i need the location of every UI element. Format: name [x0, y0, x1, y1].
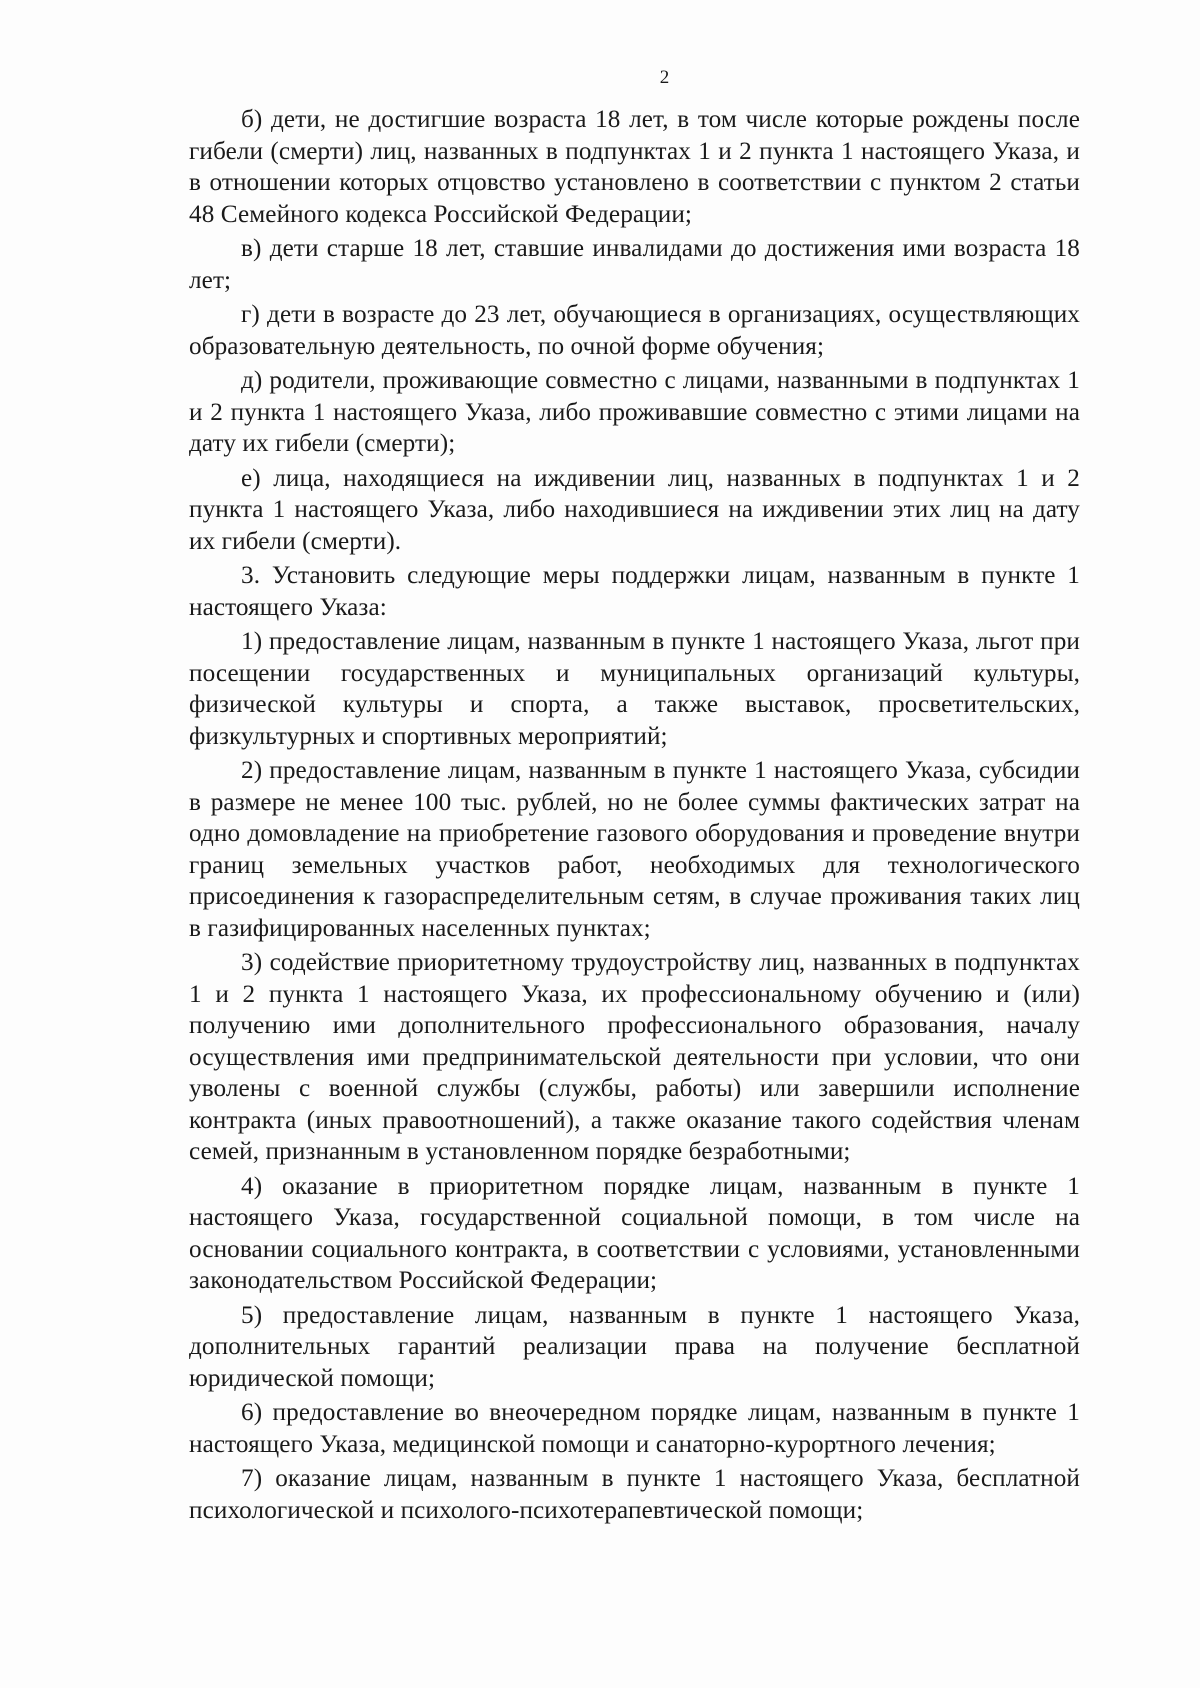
paragraph-3: 3. Установить следующие меры поддержки лицам, названным в пункте 1 настоящего Указа: [189, 562, 1080, 621]
paragraph-3-6: 6) предоставление во внеочередном порядке лицам, названным в пункте 1 настоящего Указа, медицинской помощи и санаторно-курортного лечения; [189, 1399, 1080, 1458]
paragraph-e: е) лица, находящиеся на иждивении лиц, названных в подпунктах 1 и 2 пункта 1 настоящего Указа, либо находившиеся на иждивении этих лиц на дату их гибели (смерти). [189, 464, 1080, 555]
paragraph-v: в) дети старше 18 лет, ставшие инвалидами до достижения ими возраста 18 лет; [189, 235, 1080, 294]
document-body [189, 104, 1080, 1526]
paragraph-b: б) дети, не достигшие возраста 18 лет, в том числе которые рождены после гибели (смерти) лиц, названных в подпунктах 1 и 2 пункта 1 настоящего Указа, и в отношении которых отцовство установлено в соответствии с пунктом 2 статьи 48 Семейного кодекса Российской Федерации; [189, 106, 1080, 228]
paragraph-3-3: 3) содействие приоритетному трудоустройству лиц, названных в подпунктах 1 и 2 пункта 1 настоящего Указа, их профессиональному обучению и (или) получению ими дополнительного профессионального образования, началу осуществления ими предпринимательской деятельности при условии, что они уволены с военной службы (службы, работы) или завершили исполнение контракта (иных правоотношений), а также оказание такого содействия членам семей, признанным в установленном порядке безработными; [189, 949, 1080, 1165]
page-number: 2 [659, 67, 670, 88]
paragraph-d: д) родители, проживающие совместно с лицами, названными в подпунктах 1 и 2 пункта 1 настоящего Указа, либо проживавшие совместно с этими лицами на дату их гибели (смерти); [189, 367, 1080, 457]
paragraph-3-7: 7) оказание лицам, названным в пункте 1 настоящего Указа, бесплатной психологической и психолого-психотерапевтической помощи; [189, 1465, 1080, 1524]
paragraph-g: г) дети в возрасте до 23 лет, обучающиеся в организациях, осуществляющих образовательную деятельность, по очной форме обучения; [189, 301, 1080, 360]
paragraph-3-2: 2) предоставление лицам, названным в пункте 1 настоящего Указа, субсидии в размере не менее 100 тыс. рублей, но не более суммы фактических затрат на одно домовладение на приобретение газового оборудования и проведение внутри границ земельных участков работ, необходимых для технологического присоединения к газораспределительным сетям, в случае проживания таких лиц в газифицированных населенных пунктах; [189, 757, 1080, 942]
paragraph-3-1: 1) предоставление лицам, названным в пункте 1 настоящего Указа, льгот при посещении государственных и муниципальных организаций культуры, физической культуры и спорта, а также выставок, просветительских, физкультурных и спортивных мероприятий; [189, 628, 1080, 750]
paragraph-3-4: 4) оказание в приоритетном порядке лицам, названным в пункте 1 настоящего Указа, государственной социальной помощи, в том числе на основании социального контракта, в соответствии с условиями, установленными законодательством Российской Федерации; [189, 1172, 1080, 1294]
paragraph-3-5: 5) предоставление лицам, названным в пункте 1 настоящего Указа, дополнительных гарантий реализации права на получение бесплатной юридической помощи; [189, 1301, 1080, 1392]
